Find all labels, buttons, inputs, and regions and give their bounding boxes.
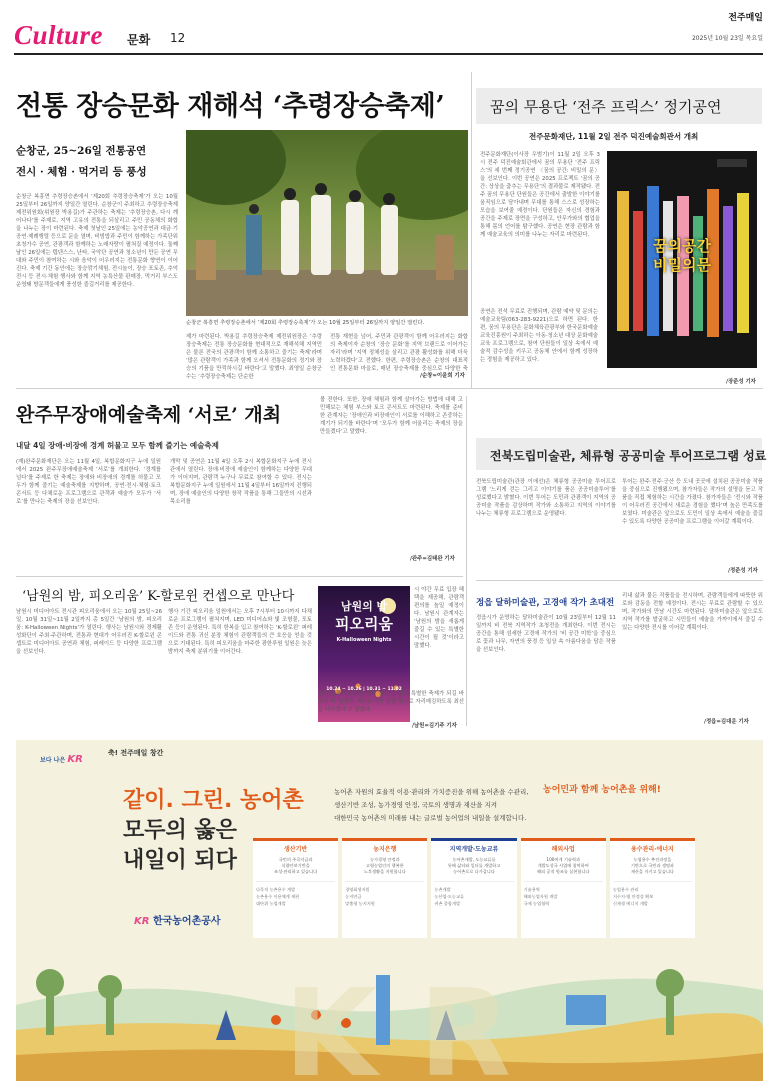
concert-headline: 꿈의 무용단 ‘전주 프릭스’ 정기공연 [490, 98, 722, 116]
ad-card-bullet: 농업용수 관리 [612, 887, 639, 892]
festival-body-col2: 제가 마련된다. 박용길 추령장승축제 제전위원장은 ‘추령장승축제는 전통 장승문화를 현대적으로 재해석해 지역민은 물론 전국의 관광객이 함께 소통하고 즐기는 축제’라며 ‘많은 관람객이 가족과 함께 오셔서 전통문화의 정기와 장승의 기품을 만끽하시길 바란다’고 말했다. 최영일 순창군수는 ‘추령장승축제는 단순한 [186, 334, 322, 380]
ad-card-line: 해외 공적 원조를 실현합니다 [536, 869, 590, 874]
ad-card-bullet: 다목적 농촌용수 개발 [256, 887, 296, 892]
ad-card-line: 100여개 기술력과 [546, 857, 581, 862]
ad-card-bullet: 저수지·댐 안정성 확보 [612, 894, 654, 899]
disability-fest-body-col2: 개막 및 공연은 11월 4일 오후 2시 복합문화지구 누에 전시관에서 열린다. 장애·비장애 예술인이 함께하는 다양한 무대가 이어지며, 관람객 누구나 무료로 참여할 수 있다. 전시는 복합문화지구 누에 일원에서 11월 4일부터 16일까지 진행되며, 장애 예술인의 다양한 창작 작품을 통해 그들만의 시선과 목소리를 [170, 459, 312, 505]
krc-advertisement[interactable] [16, 740, 763, 1081]
ad-card [342, 838, 427, 938]
disability-fest-body-col1: (재)완주문화재단은 오는 11월 4일, 복합문화지구 누에 일원에서 2025 완주무장애예술축제 ‘서로’를 개최한다. ‘경계를 넘다’를 주제로 한 축제는 장애와 비장애의 경계를 허물고 모두가 함께 즐기는 예술축제를 지향하며, 공연·전시·체험·토크콘서트 등 다채로운 프로그램으로 관객과 예술가 모두가 ‘서로’를 만나는 축제의 장을 선보인다. [16, 459, 161, 505]
festival-body-col3: 전통 재현을 넘어, 주민과 관광객이 함께 어우러지는 화합의 축제이자 순창의 ‘장승 문화’를 지역 브랜드로 이어가는 자리’라며 ‘지역 정체성을 살리고 관광 활성화를 위해 더욱 노력하겠다’고 전했다. 한편, 추령장승촌은 순창의 대표적인 전통문화 마을로, 매년 장승축제를 중심으로 다양한 축 [330, 334, 468, 372]
disability-fest-body-col3: 볼 전한다. 또한, 장애 체험과 함께 살아가는 방법에 대해 고민해보는 체험 부스와 토크 콘서트도 마련된다. 축제를 준비한 관계자는 ‘장애인과 비장애인이 서로를 이해하고 존중하는 계기가 되기를 바란다’며 ‘모두가 함께 어울리는 축제의 장을 만들겠다’고 말했다. [320, 397, 463, 435]
namwon-body-col2: 행사 기간 피오리움 일원에서는 오후 7시부터 10시까지 다채로운 프로그램이 펼쳐지며, LED 미디어쇼와 빛 조형물, 포토존 등이 운영된다. 특히 한복을 입고 참여하는 ‘K-할로윈’ 퍼레이드와 전통 귀신 분장 체험이 관람객들의 큰 호응을 얻을 것으로 기대된다. 특히 피오리움을 마주한 광한루원 일원은 늦은 밤까지 축제 분위기를 이어간다. [168, 609, 312, 655]
ad-congrats-text: 축! 전주매일 창간 [108, 749, 164, 757]
namwon-poster-title-1: 남원의 밤 [340, 600, 388, 613]
concert-subhead: 전주문화재단, 11월 2일 전주 덕진예술회관서 개최 [529, 132, 699, 141]
namwon-headline: ‘남원의 밤, 피오리움’ K-할로윈 컨셉으로 만난다 [22, 589, 295, 604]
ad-card-line: 노후생활을 지원합니다 [363, 869, 406, 874]
ad-card [431, 838, 516, 938]
ad-card-bullet: 농산업·도농교류 [434, 894, 465, 899]
page-number: 12 [170, 31, 186, 45]
column-divider [466, 396, 467, 726]
ad-card-line: 농어촌개발, 도농교류를 [452, 857, 496, 862]
ad-card-bullet: 귀촌 종합개발 [434, 901, 461, 906]
namwon-body-col1: 남원시 미디어아트 전시관 피오리움에서 오는 10월 25일~26일, 10월 31일~11월 2일까지 총 5일간 ‘남원의 밤, 피오리움: K-Halloween Nights’가 열린다. 행사는 남원시와 경제활성화단이 주최·주관하며, 전통과 현대가 어우러진 K-할로윈 콘셉트로 미디어아트 공연과 체험, 퍼레이드 등 다양한 프로그램을 선보인다. [16, 609, 162, 655]
festival-photo-caption: 순창군 복흥면 추령장승촌에서 ‘제20회 추령장승축제’가 오는 10월 25일부터 26일까지 양일간 열린다. [186, 320, 425, 326]
ad-headline-line1: 같이. 그린. 농어촌 [123, 788, 304, 813]
ad-card [253, 838, 338, 938]
ad-logo-mark: KR [67, 754, 83, 765]
ad-card-title: 해외사업 [551, 846, 575, 853]
museum-headline: 전북도립미술관, 체류형 공공미술 투어프로그램 성료 [490, 449, 767, 463]
ad-headline-line3: 내일이 되다 [123, 848, 237, 873]
ad-body-line3: 대한민국 농어촌의 미래를 내는 글로벌 농어업의 내일을 설계합니다. [334, 814, 527, 822]
concert-poster-title-1: 꿈의공간 [653, 237, 711, 255]
ad-business-cards [253, 838, 695, 938]
disability-fest-headline: 완주무장애예술축제 ‘서로’ 개최 [16, 404, 282, 426]
festival-photo [186, 130, 468, 316]
ad-card-title: 농지은행 [373, 846, 397, 853]
festival-subhead: 순창군, 25~26일 전통공연 [16, 145, 147, 157]
ad-slogan: 농어민과 함께 농어촌을 위해! [543, 785, 661, 795]
ad-card-line: 식량안보기반을 [281, 863, 310, 868]
namwon-poster-title-2: 피오리움 [335, 615, 393, 633]
ad-small-logo: 보다 나은 KR [40, 754, 83, 765]
ad-brand-mark: KR [134, 916, 150, 927]
dalha-byline: /정읍=김대운 기자 [704, 719, 749, 725]
ad-body-line2: 생산기반 조성, 농가경영 안정, 국토의 생명과 재산을 지켜 [334, 801, 498, 809]
ad-illustration [16, 945, 763, 1081]
dalha-body-col2: 리내 삶과 물든 작품들을 전시하며, 관람객들에게 따뜻한 위로와 감동을 전할 예정이다. 전시는 무료로 관람할 수 있으며, 작가와의 만남 시간도 마련된다. 달하미술관은 앞으로도 지역 작가를 발굴하고 시민들이 예술을 가까이에서 즐길 수 있는 다양한 전시를 이어갈 계획이다. [622, 593, 763, 631]
concert-byline: /장준성 기자 [726, 379, 756, 385]
ad-card-title: 지역개발·도농교류 [449, 846, 499, 853]
ad-body [334, 786, 684, 825]
ad-card-bullet: 맞춤형 농지지원 [345, 901, 375, 906]
ad-card-line: 재산을 지키고 있습니다 [630, 869, 674, 874]
concert-poster [607, 151, 757, 368]
concert-poster-title-2: 비밀의문 [653, 256, 711, 274]
ad-card-title: 용수관리·에너지 [630, 846, 674, 853]
masthead-rule [14, 53, 763, 55]
row-divider [476, 580, 763, 581]
disability-fest-subhead: 내달 4일 장애·비장애 경계 허물고 모두 함께 즐기는 예술축제 [16, 441, 219, 450]
column-divider [471, 72, 472, 388]
paper-name: 전주매일 [728, 13, 763, 23]
namwon-poster-dates: 10.24 ~ 10.26 | 10.31 ~ 11.02 [326, 687, 402, 692]
ad-headline-line2: 모두의 옳은 [123, 818, 237, 843]
ad-card [521, 838, 606, 938]
disability-fest-byline: /완주=김태완 기자 [410, 556, 455, 562]
museum-body-col2: 투어는 완주·전주·군산 등 도내 곳곳에 설치된 공공미술 작품을 중심으로 진행됐으며, 참가자들은 작가의 설명을 듣고 작품을 직접 체험하는 시간을 가졌다. 참가자들은 ‘전시와 작품이 어우러진 공간에서 새로운 경험을 했다’며 높은 만족도를 보였다. 미술관은 앞으로도 도민이 일상 속에서 예술을 즐길 수 있도록 다양한 공공미술 프로그램을 이어갈 계획이다. [622, 479, 763, 525]
issue-date: 2025년 10월 23일 목요일 [691, 35, 763, 42]
ad-card-line: 국민의 주곡자급과 [278, 857, 313, 862]
ad-card-bullet: 농촌용수 이용체계 재편 [256, 894, 300, 899]
row-divider [16, 388, 763, 389]
ad-card-line: 농어촌으로 다가갑니다 [453, 869, 495, 874]
festival-headline: 전통 장승문화 재해석 ‘추령장승축제’ [16, 91, 445, 122]
ad-card-bullet: 대단위 농업개발 [256, 901, 286, 906]
museum-byline: /정준성 기자 [728, 568, 758, 574]
namwon-body-col4: 인과 관광객 모두가 함께 즐길 수 있는 특별한 축제가 되길 바란다’며 ‘남원의 새로운 야간 관광 명소로 자리매김하도록 최선을 다하겠다’고 말했다. [318, 691, 464, 713]
section-logo: Culture [14, 20, 104, 50]
festival-subhead-2: 전시 · 체험 · 먹거리 등 풍성 [16, 166, 147, 178]
ad-card-line: 농가경영 안정과 [369, 857, 400, 862]
ad-card-bullet: 신재생 에너지 개발 [612, 901, 648, 906]
ad-card-line: 조성·관리하고 있습니다 [274, 869, 318, 874]
namwon-body-col3: 시 야간 무료 입장 혜택을 제공해, 관람객 편의를 높일 예정이다. 남원시 관계자는 ‘남원의 밤을 새롭게 즐길 수 있는 특별한 시간이 될 것’이라고 말했다. [414, 587, 464, 649]
ad-card-bullet: 국제 농업협력 [523, 901, 550, 906]
ad-brand-name: 한국농어촌공사 [152, 916, 221, 927]
museum-body-col1: 전북도립미술관(관장 이애선)은 체류형 공공미술 투어프로그램 ‘느리게 걷는 그리고 이야기를 품은 공공미술투어’를 성료했다고 밝혔다. 이번 투어는 도민과 관광객이 지역의 공공미술 작품을 감상하며 작가와 소통하고 지역의 이야기를 나누는 체류형 프로그램으로 운영됐다. [476, 479, 616, 517]
row-divider [16, 576, 463, 577]
festival-body-col1: 순창군 복흥면 추령장승촌에서 ‘제20회 추령장승축제’가 오는 10월 25일부터 26일까지 양일간 열린다. 순창군이 주최하고 추령장승축제 제전위원회(위원장 박용길)가 주관하는 축제는 ‘추령장승촌, 다시 깨어나다’를 주제로, 지역 고유의 전통을 되살리고 주민 공동체의 화합을 나누는 장이 마련된다. 축제 첫날인 25일에는 농악공연과 대금·기공연·제례행렬 등으로 문을 열며, 비빔밥과 주민이 함께하는 가족단위 초청가수 공연, 관광객과 함께하는 노래자랑이 펼쳐질 예정이다. 둘째 날인 26일에는 탭댄스스, 난타, 국악단 공연과 청소년이 만든 공연 무대와 주민이 참여하는 시와 음악이 어우러지는 전통문화 향연이 이어진다. 축제 기간 동안에는 장승깎기체험, 전시놀이, 장승 포토존, 추억전시 등 전시·체험 행사와 함께 지역 농특산물 판매장, 먹거리 부스도 운영돼 방문객들에게 풍성한 즐길거리를 제공한다. [16, 194, 178, 288]
ad-card [610, 838, 695, 938]
ad-card-bullet: 농촌개발 [434, 887, 451, 892]
dalha-headline: 정읍 달하미술관, 고경애 작가 초대전 [476, 598, 615, 608]
ad-brand-logo [134, 912, 221, 927]
ad-card-bullet: 경영회생지원 [345, 887, 370, 892]
concert-body-col1: 전주문화재단(이사장 우범기)이 11월 2일 오후 3시 전주 덕진예술회관에서 꿈의 무용단 ‘전주 프릭스’의 세 번째 정기공연 〈꿈의 공간: 비밀의 문〉을 선보인다. 이번 공연은 2025 프로젝트 ‘꿈의 공간: 상상을 춤추는 무용단’의 결과물로 제작됐다. 전주 꿈의 무용단 단원들은 공간에서 출발한 이야기를 움직임으로 담아내며 무대를 통해 스스로 성장하는 모습을 보여줄 예정이다. 단원들은 자신의 경험과 공간을 주제로 장면을 구성하고, 안무가와의 협업을 통해 몸의 언어를 탐구했다. 공연은 현장 관람과 함께 예술교육의 의미를 나누는 자리로 마련된다. [480, 152, 600, 238]
ad-card-line: 통해 삶터와 일터를 개발하고 [447, 863, 501, 868]
ad-card-line: 기반으로 국민과 생명과 [630, 863, 674, 868]
namwon-byline: /남원=김기주 기자 [412, 723, 457, 729]
svg-text:K R: K R [284, 965, 512, 1081]
ad-card-bullet: 기술용역 [523, 887, 540, 892]
festival-byline: /순창=이윤희 기자 [420, 373, 465, 379]
ad-card-title: 생산기반 [284, 846, 308, 853]
section-title: 문화 [127, 33, 151, 47]
ad-card-line: 농업용수 추진과정을 [633, 857, 672, 862]
ad-card-bullet: 농지연금 [345, 894, 362, 899]
festival-photo-image [186, 130, 468, 316]
namwon-poster-subtitle: K-Halloween Nights [336, 637, 392, 643]
concert-body-col2: 공연은 전석 무료로 진행되며, 관람 예약 및 문의는 예술교육팀(063-283-9221)으로 하면 된다. 한편, 꿈의 무용단은 문화체육관광부와 한국문화예술교육진흥원이 주최하는 아동·청소년 대상 문화예술교육 프로그램으로, 참여 단원들이 일상 속에서 예술적 감수성을 키우고 공동체 안에서 함께 성장하는 경험을 제공하고 있다. [480, 309, 598, 363]
dalha-body-col1: 정읍시가 운영하는 달하미술관이 10월 23일부터 12월 11일까지 비 전북 지역작가 초청전을 개최한다. 이번 전시는 공간을 통해 섬세한 고경애 작가의 ‘비 공간 미학’을 중심으로 꽃과 나무, 자연의 풍경 등 일상 속 아름다움을 담은 작품을 선보인다. [476, 615, 616, 653]
ad-card-bullet: 해외농업자원 개발 [523, 894, 558, 899]
ad-body-line1: 농어촌 자원의 효율적 이용·관리와 가치증진을 위해 농어촌을 수관리, [334, 788, 529, 796]
ad-card-line: 개발도상국 사업에 참여하여 [537, 863, 589, 868]
ad-card-line: 고령농업인의 행복한 [365, 863, 404, 868]
